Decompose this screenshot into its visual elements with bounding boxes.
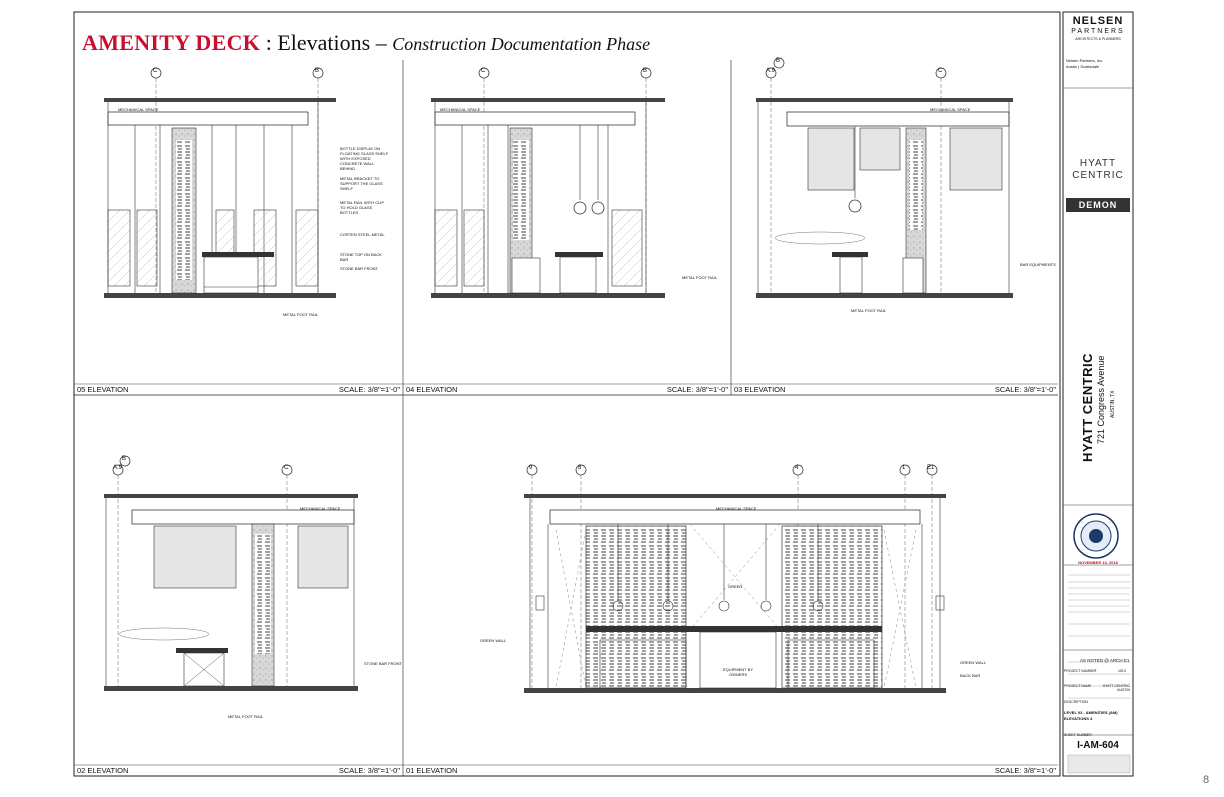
description-label: DESCRIPTION [1064, 700, 1088, 704]
panel-04-scale: SCALE: 3/8"=1'-0" [666, 385, 728, 394]
grid-bubble: E1 [927, 465, 935, 471]
project-address-vertical: 721 Congress Avenue [1096, 355, 1106, 444]
project-number: 1513 [1118, 669, 1126, 673]
grid-bubble: A.9 [766, 68, 776, 74]
note-mechanical-space: MECHANICAL SPACE [118, 107, 159, 112]
note-bottle-display: BOTTLE DISPLAY ON FLOATING GLASS SHELF WITH EXPOSED CONCRETE WALL BEHIND [340, 146, 389, 171]
note-mechanical-space: MECHANICAL SPACE [930, 107, 971, 112]
sheet-number: I-AM-604 [1077, 740, 1119, 751]
note-metal-foot-rail: METAL FOOT RAIL [283, 312, 319, 317]
project-city-vertical: AUSTIN, TX [1110, 390, 1116, 418]
firm-tag: ARCHITECTS & PLANNERS [1075, 37, 1121, 41]
note-stone-bar-front: STONE BAR FRONT [364, 661, 402, 666]
project-name-vertical: HYATT CENTRIC [1080, 352, 1095, 462]
grid-bubble: C [153, 68, 158, 74]
project-name-value: HYATT CENTRIC AUSTIN [1102, 684, 1130, 692]
note-green-wall: GREEN WALL [480, 638, 507, 643]
panel-05-scale: SCALE: 3/8"=1'-0" [338, 385, 400, 394]
client-logo-centric: CENTRIC [1072, 170, 1124, 181]
grid-bubble: 1 [902, 465, 906, 471]
note-metal-bracket: METAL BRACKET TO SUPPORT THE GLASS SHELF [340, 176, 383, 191]
firm-city: Austin | Scottsdale [1066, 64, 1100, 69]
firm-name-2: PARTNERS [1071, 28, 1125, 35]
note-mechanical-space: MECHANICAL SPACE [440, 107, 481, 112]
note-green: GREEN [728, 584, 743, 589]
note-stone-bar-front: STONE BAR FRONT [340, 266, 378, 271]
grid-bubble: C [481, 68, 486, 74]
elevation-04-linework [431, 68, 665, 300]
project-number-label: PROJECT NUMBER [1064, 669, 1097, 673]
scale-note: AS NOTED @ ARCH E1 [1080, 658, 1130, 663]
note-equipment: EQUIPMENT BY OWNERS [722, 667, 754, 677]
page-number: 8 [1203, 774, 1210, 786]
sheet-description: LEVEL 03 - AMENITIES (AM) ELEVATIONS 4 [1064, 710, 1118, 721]
panel-05-label: 05 ELEVATION [77, 385, 129, 394]
sheet-title [82, 30, 650, 56]
project-name-label: PROJECT NAME [1064, 684, 1092, 688]
panel-03-label: 03 ELEVATION [734, 385, 786, 394]
grid-bubble: 8 [578, 465, 582, 471]
grid-bubble: B [643, 68, 648, 74]
seal-date: NOVEMBER 13, 2018 [1078, 560, 1118, 565]
elevation-03-linework [756, 58, 1013, 300]
title-subtitle: Elevations [277, 30, 371, 55]
note-mechanical-space: MECHANICAL SPACE [300, 506, 341, 511]
note-bar-equipments: BAR EQUIPMENTS [1020, 262, 1056, 267]
note-metal-foot-rail: METAL FOOT RAIL [228, 714, 264, 719]
grid-bubble: C [284, 465, 289, 471]
note-stone-top: STONE TOP ON BACK BAR [340, 252, 382, 262]
grid-bubble: B [315, 68, 320, 74]
grid-bubble: B [122, 456, 127, 462]
client-logo-hyatt: HYATT [1079, 158, 1117, 169]
grid-bubble: A.9 [113, 465, 123, 471]
elevation-05-linework [104, 68, 336, 300]
note-metal-rail: METAL RAIL WITH CLIP TO HOLD GLASS BOTTLES [340, 200, 385, 215]
firm-name: NELSEN [1072, 15, 1124, 27]
client-logo-demon: DEMON [1078, 200, 1118, 210]
note-corten-steel: CORTEN STEEL METAL [340, 232, 385, 237]
sheet-number-label: SHEET NUMBER [1064, 733, 1092, 737]
grid-bubble: C [938, 68, 943, 74]
elevation-02-linework [104, 456, 358, 691]
firm-legal: Nelsen Partners, Inc. [1066, 58, 1104, 63]
panel-04-label: 04 ELEVATION [406, 385, 458, 394]
note-metal-foot-rail: METAL FOOT RAIL [851, 308, 887, 313]
title-phase: Construction Documentation Phase [392, 34, 651, 54]
architect-seal [1074, 514, 1118, 558]
project-label: AMENITY DECK [82, 30, 261, 55]
grid-bubble: 9 [529, 465, 533, 471]
title-dash: – [370, 30, 393, 55]
panel-02-scale: SCALE: 3/8"=1'-0" [338, 766, 400, 775]
grid-bubble: 4 [795, 465, 799, 471]
note-green-wall: GREEN WALL [960, 660, 987, 665]
grid-bubble: B [776, 58, 781, 64]
note-back-bar: BACK BAR [960, 673, 981, 678]
note-mechanical-space: MECHANICAL SPACE [716, 506, 757, 511]
title-separator: : [260, 30, 278, 55]
panel-03-scale: SCALE: 3/8"=1'-0" [994, 385, 1056, 394]
panel-01-scale: SCALE: 3/8"=1'-0" [994, 766, 1056, 775]
panel-01-label: 01 ELEVATION [406, 766, 458, 775]
elevation-01-linework [524, 465, 946, 693]
panel-02-label: 02 ELEVATION [77, 766, 129, 775]
note-metal-foot-rail: METAL FOOT RAIL [682, 275, 718, 280]
